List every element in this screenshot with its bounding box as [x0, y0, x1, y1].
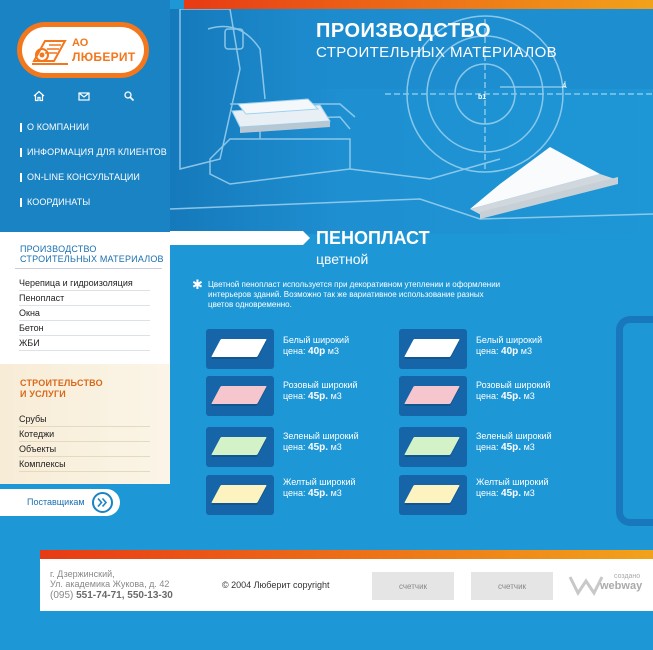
product-image[interactable]	[206, 427, 274, 467]
construction-list	[19, 412, 150, 472]
product-title: ПЕНОПЛАСТ	[316, 228, 430, 248]
divider	[15, 268, 162, 269]
menu-item-client-info[interactable]: ИНФОРМАЦИЯ ДЛЯ КЛИЕНТОВ	[20, 147, 167, 172]
product-price: цена: 45р. м3	[283, 442, 342, 453]
production-section	[0, 232, 170, 364]
hero-subtitle: СТРОИТЕЛЬНЫХ МАТЕРИАЛОВ	[316, 44, 558, 61]
product-price: цена: 40р м3	[283, 346, 339, 357]
construction-section-title[interactable]: СТРОИТЕЛЬСТВО И УСЛУГИ	[20, 378, 103, 399]
product-image[interactable]	[399, 475, 467, 515]
product-price: цена: 45р. м3	[283, 488, 342, 499]
main-menu	[20, 122, 167, 222]
menu-item-contacts[interactable]: КООРДИНАТЫ	[20, 197, 167, 222]
foam-slab	[211, 485, 267, 503]
list-item[interactable]: Черепица и гидроизоляция	[19, 276, 150, 291]
section-banner	[170, 231, 310, 245]
copyright: © 2004 Люберит copyright	[222, 580, 330, 590]
star-icon: ✱	[192, 277, 203, 292]
home-icon[interactable]	[32, 89, 46, 103]
double-chevron-right-icon	[92, 492, 113, 513]
menu-item-online-consult[interactable]: ON-LINE КОНСУЛЬТАЦИИ	[20, 172, 167, 197]
foam-slab	[404, 485, 460, 503]
construction-section	[0, 364, 170, 484]
foam-slab	[404, 437, 460, 455]
product-image[interactable]	[399, 329, 467, 369]
product-description: Цветной пенопласт используется при декоративном утеплении и оформлении интерьеров зданий. Возможно так же вариативное использование разных цветов одновременно.	[208, 280, 501, 309]
product-name[interactable]: Розовый широкий	[476, 380, 551, 390]
counter-badge[interactable]: счетчик	[471, 572, 553, 600]
product-image[interactable]	[399, 376, 467, 416]
mail-icon[interactable]	[77, 89, 91, 103]
suppliers-button[interactable]	[0, 489, 120, 516]
credit-big[interactable]: webway	[600, 580, 643, 592]
list-item[interactable]: Объекты	[19, 442, 150, 457]
product-name[interactable]: Розовый широкий	[283, 380, 358, 390]
top-stripe	[184, 0, 653, 9]
product-price: цена: 45р. м3	[476, 391, 535, 402]
list-item[interactable]: Комплексы	[19, 457, 150, 472]
product-image[interactable]	[206, 475, 274, 515]
list-item[interactable]: ЖБИ	[19, 336, 150, 351]
production-section-title[interactable]: ПРОИЗВОДСТВО СТРОИТЕЛЬНЫХ МАТЕРИАЛОВ	[20, 244, 164, 264]
product-price: цена: 45р. м3	[476, 442, 535, 453]
foam-slab	[211, 437, 267, 455]
product-price: цена: 40р м3	[476, 346, 532, 357]
product-price: цена: 45р. м3	[476, 488, 535, 499]
list-item[interactable]: Котеджи	[19, 427, 150, 442]
list-item[interactable]: Срубы	[19, 412, 150, 427]
logo-line1: АО	[72, 37, 89, 49]
foam-slab	[404, 386, 460, 404]
credit-small: создано	[614, 573, 641, 580]
product-image[interactable]	[206, 329, 274, 369]
product-name[interactable]: Белый широкий	[283, 335, 350, 345]
hero-title: ПРОИЗВОДСТВО	[316, 20, 492, 42]
list-item[interactable]: Окна	[19, 306, 150, 321]
blueprint-label-a: A	[562, 83, 567, 90]
footer-stripe	[40, 550, 653, 559]
product-name[interactable]: Зеленый широкий	[283, 431, 359, 441]
counter-badge[interactable]: счетчик	[372, 572, 454, 600]
product-name[interactable]: Желтый широкий	[283, 477, 356, 487]
logo-mark-icon	[31, 35, 69, 65]
product-subtitle: цветной	[316, 251, 369, 267]
list-item[interactable]: Пенопласт	[19, 291, 150, 306]
footer-city: г. Дзержинский,	[50, 569, 115, 579]
production-list	[19, 276, 150, 351]
search-icon[interactable]	[122, 89, 136, 103]
product-price: цена: 45р. м3	[283, 391, 342, 402]
blueprint-label-b1: b1	[478, 94, 487, 101]
side-frame	[616, 316, 653, 526]
product-image[interactable]	[399, 427, 467, 467]
suppliers-label: Поставщикам	[27, 497, 85, 507]
product-name[interactable]: Белый широкий	[476, 335, 543, 345]
list-item[interactable]: Бетон	[19, 321, 150, 336]
logo[interactable]	[17, 22, 149, 78]
top-icons	[32, 89, 136, 103]
foam-slab	[211, 339, 267, 357]
foam-slab	[211, 386, 267, 404]
menu-item-about[interactable]: О КОМПАНИИ	[20, 122, 167, 147]
footer-phone: (095) 551-74-71, 550-13-30	[50, 590, 173, 601]
footer	[40, 559, 653, 611]
logo-line2: ЛЮБЕРИТ	[72, 50, 136, 64]
foam-slab	[404, 339, 460, 357]
product-image[interactable]	[206, 376, 274, 416]
footer-address: Ул. академика Жукова, д. 42	[50, 579, 170, 589]
product-name[interactable]: Зеленый широкий	[476, 431, 552, 441]
product-name[interactable]: Желтый широкий	[476, 477, 549, 487]
